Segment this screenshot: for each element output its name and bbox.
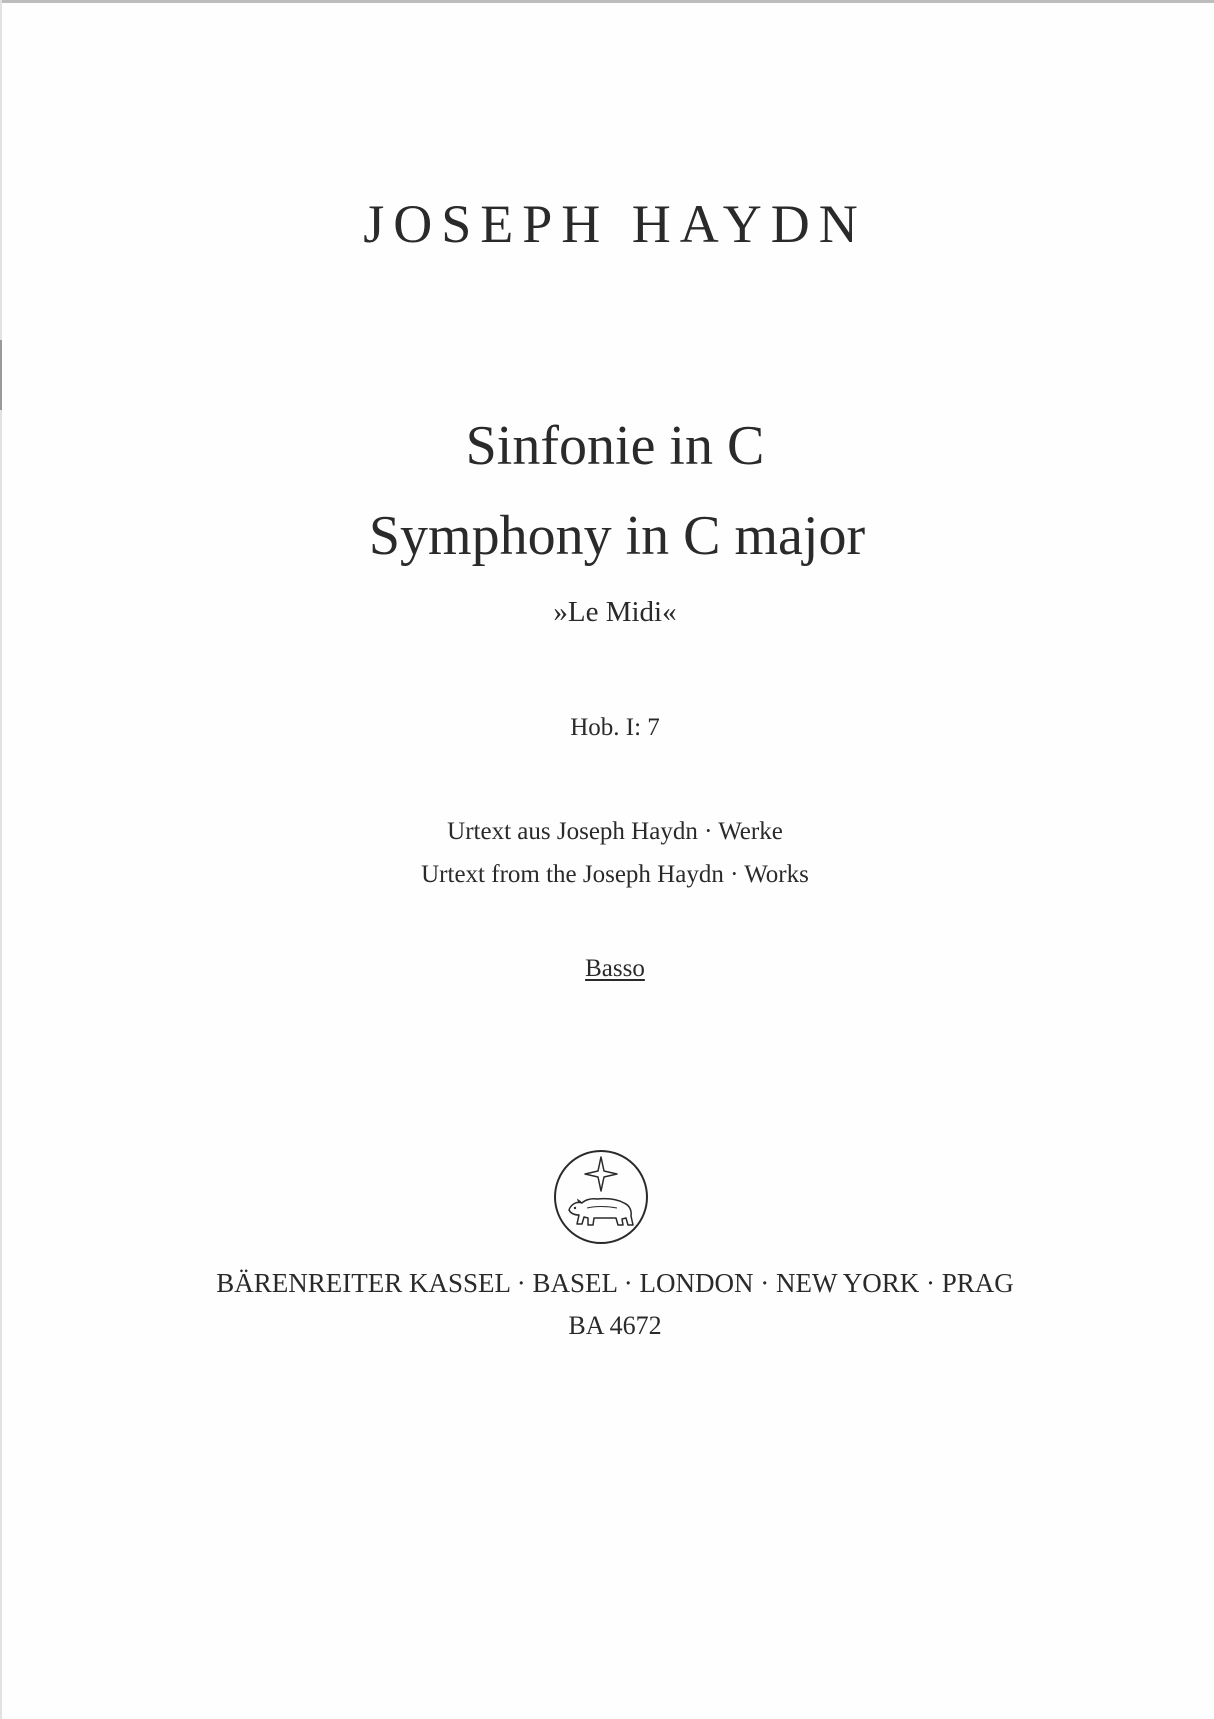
catalog-number: Hob. I: 7 [570, 714, 660, 741]
page-left-edge [0, 0, 2, 1719]
part-name: Basso [585, 955, 645, 982]
title-german: Sinfonie in C [465, 415, 765, 477]
work-nickname: »Le Midi« [553, 596, 677, 628]
title-english: Symphony in C major [368, 505, 866, 567]
edition-number: BA 4672 [568, 1311, 662, 1340]
publisher-imprint: BÄRENREITER KASSEL · BASEL · LONDON · NEW YORK · PRAG [216, 1268, 1014, 1298]
part-label [8, 956, 1214, 981]
baerenreiter-bear-star-logo-icon [551, 1147, 651, 1247]
scan-margin-mark [0, 340, 2, 410]
composer-name: JOSEPH HAYDN [363, 194, 867, 254]
urtext-note-german: Urtext aus Joseph Haydn · Werke [447, 818, 783, 845]
page-top-edge [0, 0, 1214, 3]
urtext-note-english: Urtext from the Joseph Haydn · Works [421, 861, 809, 888]
